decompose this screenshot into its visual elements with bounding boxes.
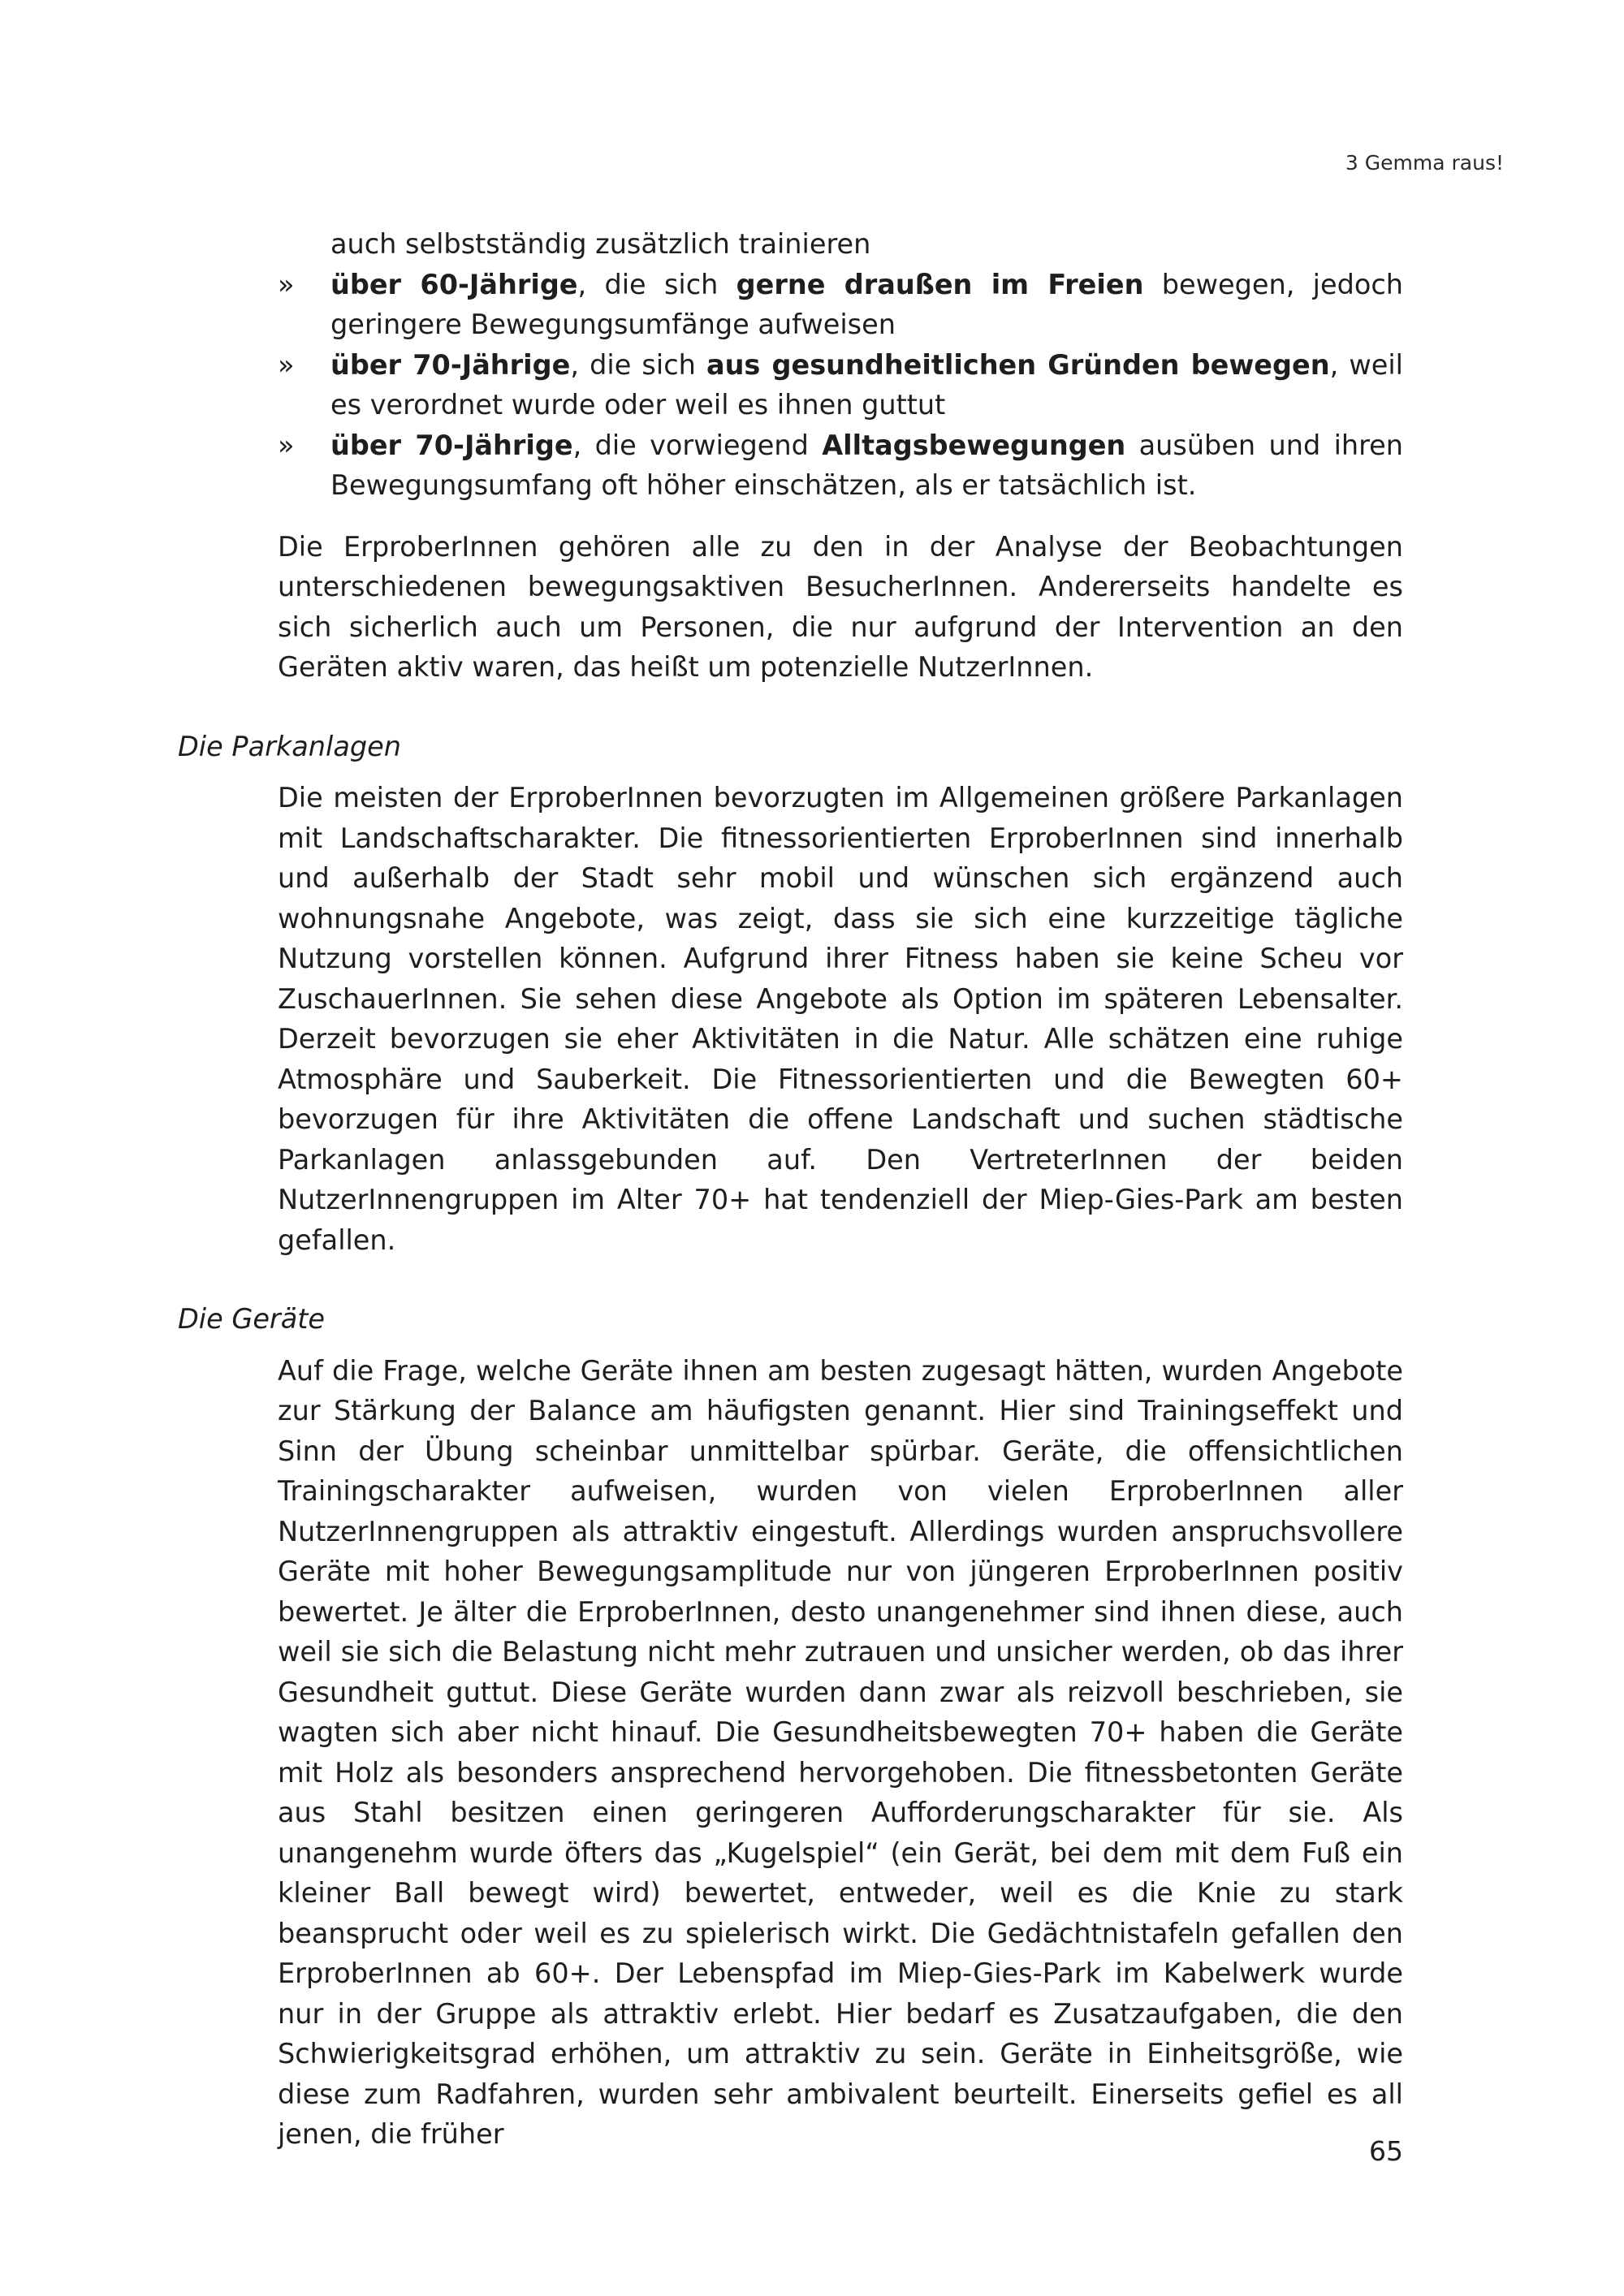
bullet-bold-phrase: gerne draußen im Freien	[736, 268, 1144, 300]
bullet-continuation: auch selbstständig zusätzlich trainieren	[330, 228, 871, 260]
section-paragraph-parks: Die meisten der ErproberInnen bevorzugten im Allgemeinen größere Parkanlagen mit Landschaftscharakter. Die fitnessorientierten ErproberInnen sind innerhalb und außerhalb der Stadt sehr mobil und wünschen sich ergänzend auch wohnungsnahe Angebote, was zeigt, dass sie sich eine kurzzeitige tägliche Nutzung vorstellen können. Aufgrund ihrer Fitness haben sie keine Scheu vor ZuschauerInnen. Sie sehen diese Angebote als Option im späteren Lebensalter. Derzeit bevorzugen sie eher Aktivitäten in die Natur. Alle schätzen eine ruhige Atmosphäre und Sauberkeit. Die Fitnessorientierten und die Bewegten 60+ bevorzugen für ihre Aktivitäten die offene Landschaft und suchen städtische Parkanlagen anlassgebunden auf. Den VertreterInnen der beiden NutzerInnengruppen im Alter 70+ hat tendenziell der Miep-Gies-Park am besten gefallen.	[278, 782, 1403, 1256]
section-heading-parks: Die Parkanlagen	[178, 730, 401, 762]
bullet-text: , die sich	[570, 348, 706, 381]
running-head: 3 Gemma raus!	[1345, 151, 1504, 175]
bullet-text: bewegen, jedoch geringere Bewegungsumfänge aufweisen	[330, 268, 1403, 340]
section-paragraph-devices: Auf die Frage, welche Geräte ihnen am besten zugesagt hätten, wurden Angebote zur Stärkung der Balance am häufigsten genannt. Hier sind Trainingseffekt und Sinn der Übung scheinbar unmittelbar spürbar. Geräte, die offensichtlichen Trainingscharakter aufweisen, wurden von vielen ErproberInnen aller NutzerInnengruppen als attraktiv eingestuft. Allerdings wurden anspruchsvollere Geräte mit hoher Bewegungsamplitude nur von jüngeren ErproberInnen positiv bewertet. Je älter die ErproberInnen, desto unangenehmer sind ihnen diese, auch weil sie sich die Belastung nicht mehr zutrauen und unsicher werden, ob das ihrer Gesundheit guttut. Diese Geräte wurden dann zwar als reizvoll beschrieben, sie wagten sich aber nicht hinauf. Die Gesundheitsbewegten 70+ haben die Geräte mit Holz als besonders ansprechend hervorgehoben. Die fitnessbetonten Geräte aus Stahl besitzen einen geringeren Aufforderungscharakter für sie. Als unangenehm wurde öfters das „Kugelspiel“ (ein Gerät, bei dem mit dem Fuß ein kleiner Ball bewegt wird) bewertet, entweder, weil es die Knie zu stark beansprucht oder weil es zu spielerisch wirkt. Die Gedächtnistafeln gefallen den ErproberInnen ab 60+. Der Lebenspfad im Miep-Gies-Park im Kabelwerk wurde nur in der Gruppe als attraktiv erlebt. Hier bedarf es Zusatzaufgaben, die den Schwierigkeitsgrad erhöhen, um attraktiv zu sein. Geräte in Einheitsgröße, wie diese zum Radfahren, wurden sehr ambivalent beurteilt. Einerseits gefiel es all jenen, die früher	[278, 1354, 1403, 2150]
bullet-marker: »	[278, 268, 295, 300]
bullet-bold-phrase: Alltagsbewegungen	[822, 429, 1126, 461]
bullet-bold-phrase: aus gesundheitlichen Gründen bewegen	[706, 348, 1330, 381]
page-number: 65	[1369, 2135, 1403, 2167]
bullet-list	[278, 265, 1403, 506]
bullet-bold-term: über 60-Jährige	[330, 268, 578, 300]
bullet-text: ausüben und ihren Bewegungsumfang oft höher einschätzen, als er tatsächlich ist.	[330, 429, 1403, 501]
list-item	[278, 345, 1403, 425]
bullet-bold-term: über 70-Jährige	[330, 429, 573, 461]
page-body	[178, 224, 1403, 2155]
bullet-text: , weil es verordnet wurde oder weil es ihnen guttut	[330, 348, 1403, 421]
bullet-text: , die sich	[577, 268, 736, 300]
summary-paragraph: Die ErproberInnen gehören alle zu den in der Analyse der Beobachtungen unterschiedenen bewegungsaktiven BesucherInnen. Andererseits handelte es sich sicherlich auch um Personen, die nur aufgrund der Intervention an den Geräten aktiv waren, das heißt um potenzielle NutzerInnen.	[278, 530, 1403, 683]
bullet-marker: »	[278, 348, 295, 381]
list-item	[278, 425, 1403, 506]
bullet-text: , die vorwiegend	[572, 429, 823, 461]
section-heading-devices: Die Geräte	[178, 1303, 325, 1335]
bullet-bold-term: über 70-Jährige	[330, 348, 571, 381]
bullet-marker: »	[278, 429, 295, 461]
list-item	[278, 265, 1403, 345]
